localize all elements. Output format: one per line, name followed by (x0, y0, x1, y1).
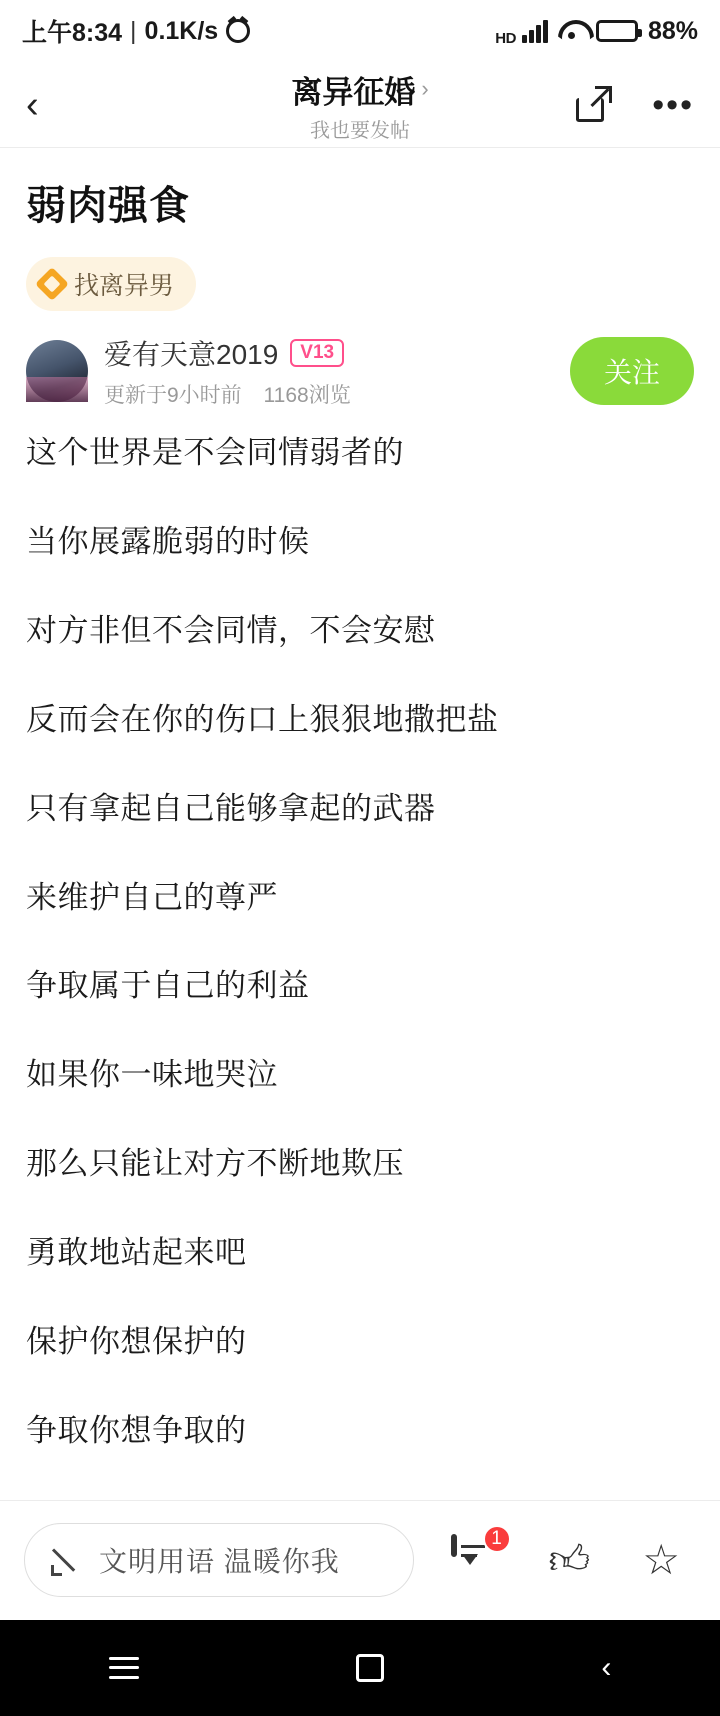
diamond-icon (35, 267, 69, 301)
post-updated-time: 更新于9小时前 (104, 384, 242, 407)
back-chevron-icon[interactable]: ‹ (601, 1650, 612, 1684)
status-network-speed: 0.1K/s (144, 16, 219, 45)
navigation-bar (0, 62, 720, 148)
chevron-right-icon: › (421, 76, 429, 101)
post-tag-row (26, 257, 694, 311)
battery-icon (596, 20, 638, 42)
post-paragraph: 反而会在你的伤口上狠狠地撒把盐 (26, 701, 499, 737)
post-content[interactable] (0, 148, 720, 1500)
status-time: 上午8:34 (22, 19, 123, 47)
author-level-badge: V13 (290, 339, 344, 367)
comment-button[interactable] (451, 1528, 502, 1583)
author-info (104, 333, 367, 409)
post-paragraph: 只有拿起自己能够拿起的武器 (26, 790, 436, 826)
back-button[interactable]: ‹ (26, 83, 39, 126)
post-paragraph: 当你展露脆弱的时候 (26, 523, 310, 559)
home-square-icon[interactable] (356, 1654, 384, 1682)
android-nav-bar (0, 1620, 720, 1716)
hd-icon: HD (495, 29, 516, 47)
post-category-label: 找离异男 (74, 272, 175, 300)
post-paragraph: 对方非但不会同情，不会安慰 (26, 612, 436, 648)
forum-title-button[interactable] (291, 67, 428, 112)
author-row (26, 333, 694, 409)
post-paragraph: 那么只能让对方不断地欺压 (26, 1146, 404, 1182)
author-meta (104, 379, 367, 409)
content-clip (0, 1490, 720, 1500)
comment-input[interactable] (24, 1523, 414, 1597)
bottom-action-bar (0, 1500, 720, 1620)
status-bar-left (22, 13, 250, 49)
wifi-icon (558, 20, 586, 42)
comment-icon (451, 1534, 457, 1557)
star-icon[interactable]: ☆ (642, 1536, 680, 1584)
page-title: 离异征婚 (291, 74, 416, 110)
signal-bars-icon (522, 19, 548, 43)
post-paragraph: 争取你想争取的 (26, 1412, 247, 1448)
post-paragraph: 这个世界是不会同情弱者的 (26, 435, 404, 470)
post-paragraph: 如果你一味地哭泣 (26, 1057, 278, 1093)
post-new-link[interactable]: 我也要发帖 (310, 119, 410, 142)
post-paragraph: 争取属于自己的利益 (26, 968, 310, 1004)
thumbs-up-icon[interactable]: 👍︎ (548, 1538, 591, 1583)
comment-count-badge: 1 (483, 1525, 511, 1553)
post-body (26, 433, 694, 1452)
share-external-icon[interactable] (576, 88, 610, 122)
post-paragraph: 保护你想保护的 (26, 1324, 247, 1360)
author-name[interactable]: 爱有天意2019 (104, 339, 279, 370)
battery-percent: 88% (647, 16, 698, 45)
post-category-tag[interactable] (26, 257, 196, 311)
status-bar (0, 0, 720, 62)
post-paragraph: 勇敢地站起来吧 (26, 1235, 247, 1271)
post-view-count: 1168浏览 (263, 384, 351, 407)
avatar[interactable] (26, 340, 88, 402)
pencil-icon (51, 1544, 83, 1576)
comment-placeholder: 文明用语 温暖你我 (99, 1546, 340, 1578)
post-paragraph: 来维护自己的尊严 (26, 879, 278, 915)
post-title: 弱肉强食 (26, 184, 190, 228)
bottom-icons (451, 1528, 696, 1584)
status-bar-right (495, 16, 698, 47)
alarm-clock-icon (226, 19, 250, 43)
author-name-row (104, 333, 367, 373)
status-separator: | (130, 16, 137, 45)
follow-button[interactable]: 关注 (570, 337, 694, 405)
menu-icon[interactable] (109, 1657, 139, 1679)
more-horizontal-icon[interactable]: ••• (652, 85, 694, 124)
